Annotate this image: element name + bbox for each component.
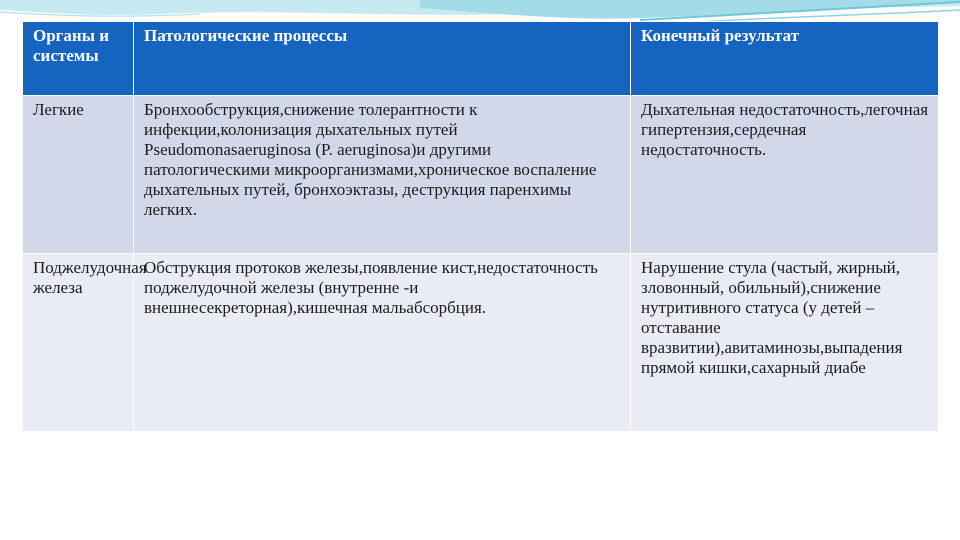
cell-process: Бронхообструкция,снижение толерантности к инфекции,колонизация дыхательных путей Pseudomonasaeruginosa (P. aeruginosa)и другими патологическими микроорганизмами,хроническое воспаление дыхательных путей, бронхоэктазы, деструкция паренхимы легких. <box>134 96 631 254</box>
cell-process: Обструкция протоков железы,появление кист,недостаточность поджелудочной железы (внутренне -и внешнесекреторная),кишечная мальабсорбция. <box>134 254 631 432</box>
table-row <box>23 96 939 254</box>
cell-organ: Поджелудочная железа <box>23 254 134 432</box>
cell-result: Нарушение стула (частый, жирный, зловонный, обильный),снижение нутритивного статуса (у детей –отставание вразвитии),авитаминозы,выпадения прямой кишки,сахарный диабе <box>631 254 939 432</box>
table-row <box>23 254 939 432</box>
cell-organ: Легкие <box>23 96 134 254</box>
header-result: Конечный результат <box>631 22 939 96</box>
organs-table <box>22 21 939 432</box>
organs-table-container <box>22 21 938 432</box>
header-organs: Органы и системы <box>23 22 134 96</box>
header-processes: Патологические процессы <box>134 22 631 96</box>
cell-result: Дыхательная недостаточность,легочная гипертензия,сердечная недостаточность. <box>631 96 939 254</box>
table-header-row <box>23 22 939 96</box>
